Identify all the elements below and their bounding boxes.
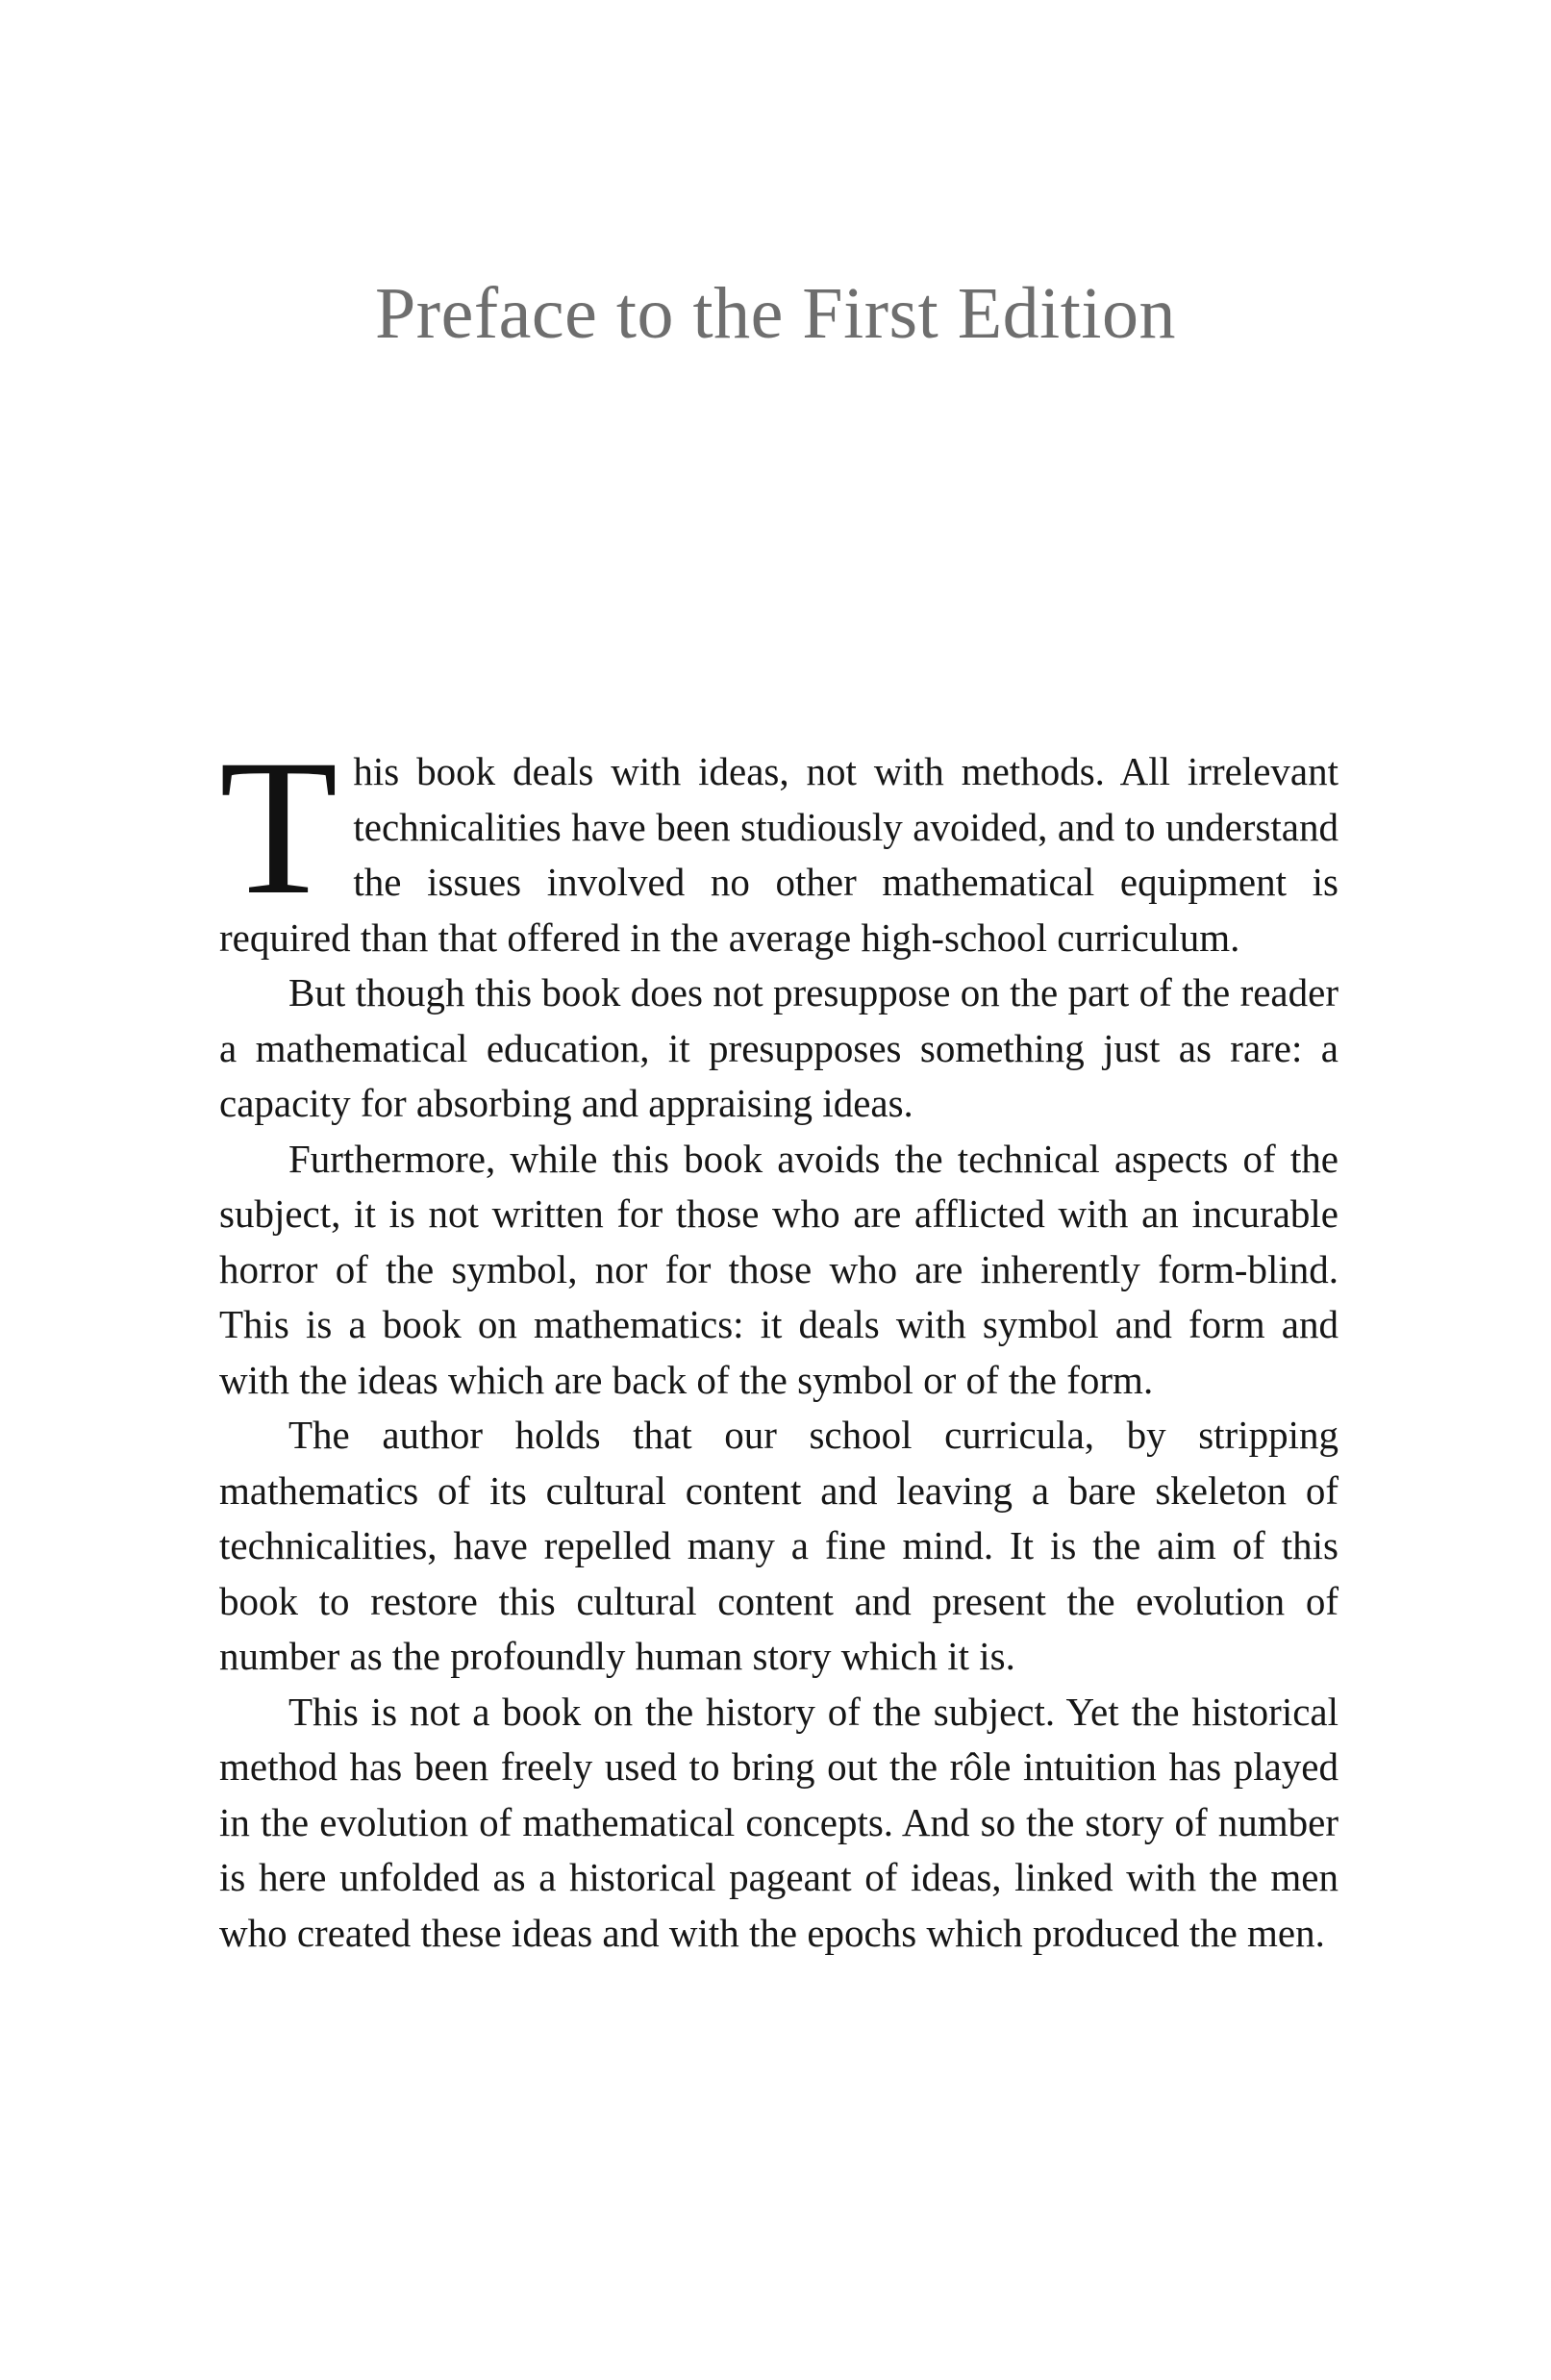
paragraph-5: This is not a book on the history of the subject. Yet the historical method has been freely used to bring out the rôle intuition has played in the evolution of mathematical concepts. And so the story of number is here unfolded as a historical pageant of ideas, linked with the men who created these ideas and with the epochs which produced the men. <box>219 1689 1338 1955</box>
paragraph-2: But though this book does not presuppose on the part of the reader a mathematical education, it presupposes something just as rare: a capacity for absorbing and appraising ideas. <box>219 970 1338 1125</box>
preface-body <box>219 719 1338 1961</box>
paragraph-3: Furthermore, while this book avoids the technical aspects of the subject, it is not written for those who are afflicted with an incurable horror of the symbol, nor for those who are inherently form-blind. This is a book on mathematics: it deals with symbol and form and with the ideas which are back of the symbol or of the form. <box>219 1136 1338 1402</box>
paragraph-1 <box>219 719 1338 965</box>
paragraph-4: The author holds that our school curricula, by stripping mathematics of its cultural content and leaving a bare skeleton of technicalities, have repelled many a fine mind. It is the aim of this book to restore this cultural content and present the evolution of number as the profoundly human story which it is. <box>219 1413 1338 1678</box>
page-title: Preface to the First Edition <box>375 273 1176 354</box>
paragraph-1-text: his book deals with ideas, not with methods. All irrelevant technicalities have been studiously avoided, and to understand the issues involved no other mathematical equipment is required than that offered in the average high-school curriculum. <box>219 749 1338 960</box>
drop-cap: T <box>219 719 338 935</box>
